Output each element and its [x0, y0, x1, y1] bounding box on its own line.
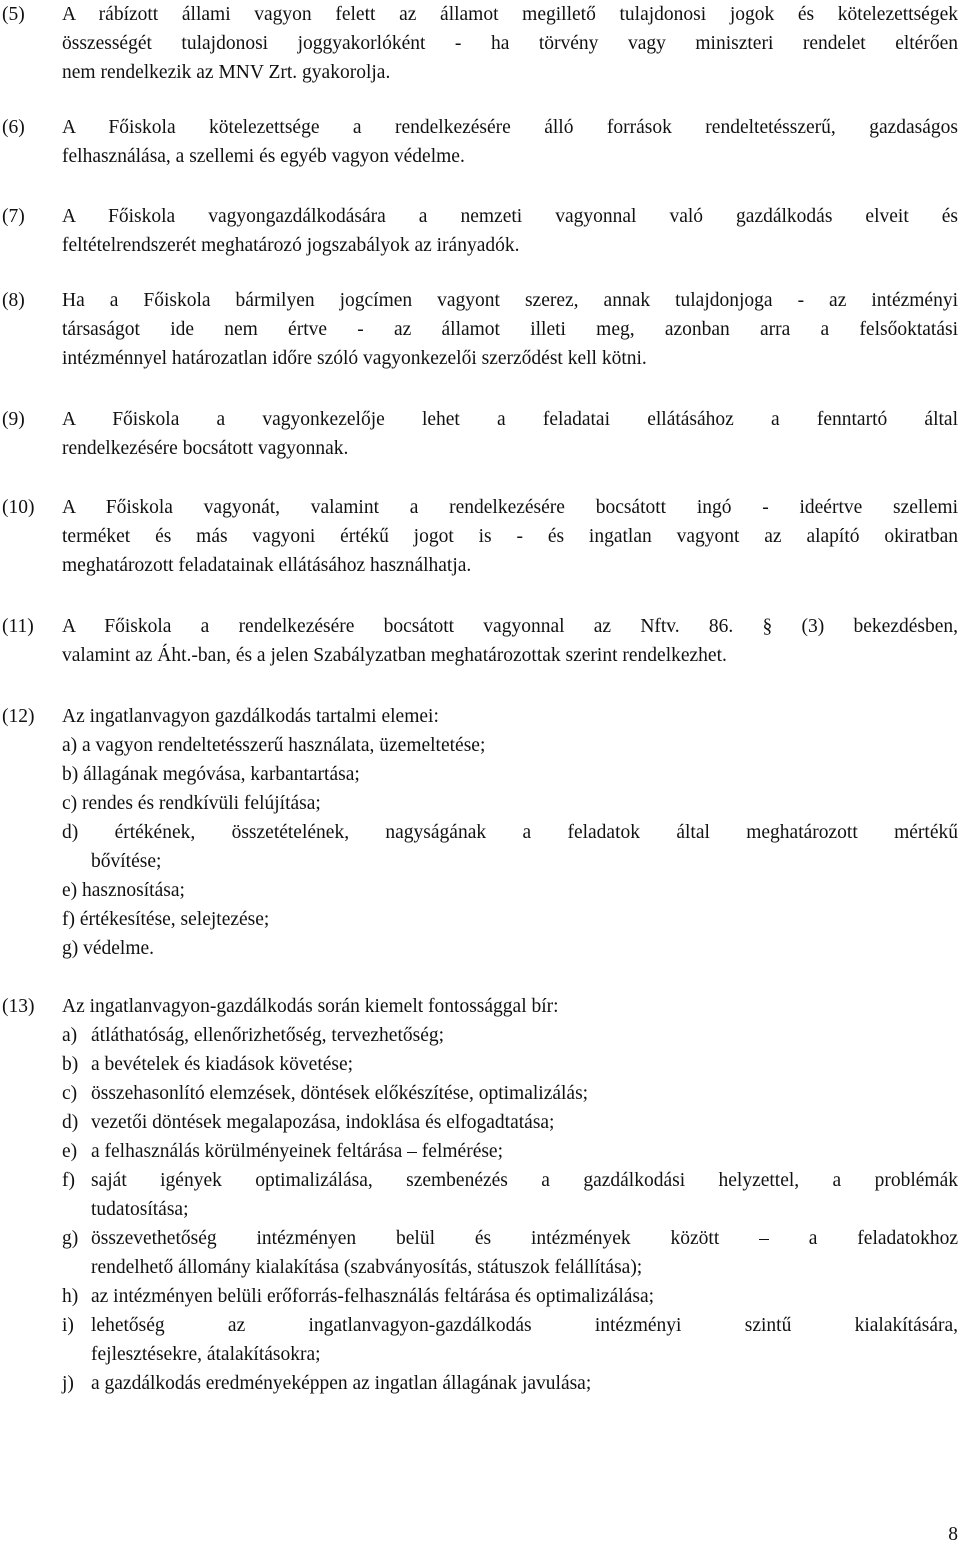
list-item-label: h) — [62, 1286, 79, 1307]
list-intro: Az ingatlanvagyon-gazdálkodás során kiemelt fontossággal bír: — [62, 996, 559, 1017]
list-item-label: i) — [62, 1315, 74, 1336]
page-number: 8 — [948, 1524, 958, 1545]
paragraph-number: (5) — [2, 4, 25, 25]
list-item-continuation: tudatosítása; — [91, 1199, 189, 1220]
paragraph-line: meghatározott feladatainak ellátásához használhatja. — [62, 555, 472, 576]
paragraph-number: (12) — [2, 706, 35, 727]
paragraph-line: nem rendelkezik az MNV Zrt. gyakorolja. — [62, 62, 391, 83]
list-item-label: e) — [62, 1141, 78, 1162]
list-item-continuation: rendelhető állomány kialakítása (szabványosítás, státuszok felállítása); — [91, 1257, 643, 1278]
list-item-label: j) — [62, 1373, 74, 1394]
list-item-label: g) — [62, 1228, 79, 1249]
list-item-label: b) — [62, 1054, 79, 1075]
paragraph-number: (9) — [2, 409, 25, 430]
list-item: e) hasznosítása; — [62, 880, 185, 901]
list-item-label: d) — [62, 1112, 79, 1133]
list-item-label: a) — [62, 1025, 78, 1046]
paragraph-number: (8) — [2, 290, 25, 311]
list-item: összehasonlító elemzések, döntések előkészítése, optimalizálás; — [91, 1083, 589, 1104]
list-intro: Az ingatlanvagyon gazdálkodás tartalmi elemei: — [62, 706, 439, 727]
list-item: a felhasználás körülményeinek feltárása – felmérése; — [91, 1141, 504, 1162]
paragraph-number: (13) — [2, 996, 35, 1017]
list-item-label: c) — [62, 1083, 78, 1104]
list-item: a bevételek és kiadások követése; — [91, 1054, 354, 1075]
list-item: f) értékesítése, selejtezése; — [62, 909, 270, 930]
paragraph-line: összességét tulajdonosi joggyakorlóként - ha törvény vagy miniszteri rendelet eltérően — [62, 33, 958, 54]
paragraph-line: A Főiskola a rendelkezésére bocsátott vagyonnal az Nftv. 86. § (3) bekezdésben, — [62, 616, 958, 637]
paragraph-line: rendelkezésére bocsátott vagyonnak. — [62, 438, 349, 459]
list-item: az intézményen belüli erőforrás-felhasználás feltárása és optimalizálása; — [91, 1286, 655, 1307]
paragraph-line: A rábízott állami vagyon felett az államot megillető tulajdonosi jogok és kötelezettségek — [62, 4, 958, 25]
list-item: vezetői döntések megalapozása, indoklása és elfogadtatása; — [91, 1112, 555, 1133]
paragraph-line: Ha a Főiskola bármilyen jogcímen vagyont szerez, annak tulajdonjoga - az intézményi — [62, 290, 958, 311]
paragraph-line: felhasználása, a szellemi és egyéb vagyon védelme. — [62, 146, 465, 167]
list-item: átláthatóság, ellenőrizhetőség, tervezhetőség; — [91, 1025, 445, 1046]
list-item: d) értékének, összetételének, nagyságának a feladatok által meghatározott mértékű — [62, 822, 958, 843]
paragraph-number: (10) — [2, 497, 35, 518]
list-item: a) a vagyon rendeltetésszerű használata, üzemeltetése; — [62, 735, 486, 756]
paragraph-line: terméket és más vagyoni értékű jogot is - és ingatlan vagyont az alapító okiratban — [62, 526, 958, 547]
paragraph-line: társaságot ide nem értve - az államot illeti meg, azonban arra a felsőoktatási — [62, 319, 958, 340]
paragraph-line: A Főiskola vagyonát, valamint a rendelkezésére bocsátott ingó - ideértve szellemi — [62, 497, 958, 518]
list-item: saját igények optimalizálása, szembenézés a gazdálkodási helyzettel, a problémák — [91, 1170, 958, 1191]
list-item-continuation: fejlesztésekre, átalakításokra; — [91, 1344, 321, 1365]
paragraph-line: A Főiskola kötelezettsége a rendelkezésére álló források rendeltetésszerű, gazdaságos — [62, 117, 958, 138]
paragraph-line: A Főiskola a vagyonkezelője lehet a feladatai ellátásához a fenntartó által — [62, 409, 958, 430]
list-item: összevethetőség intézményen belül és intézmények között – a feladatokhoz — [91, 1228, 958, 1249]
paragraph-number: (11) — [2, 616, 34, 637]
list-item: b) állagának megóvása, karbantartása; — [62, 764, 360, 785]
list-item: g) védelme. — [62, 938, 155, 959]
paragraph-number: (7) — [2, 206, 25, 227]
paragraph-line: valamint az Áht.-ban, és a jelen Szabályzatban meghatározottak szerint rendelkezhet. — [62, 645, 727, 666]
list-item: a gazdálkodás eredményeképpen az ingatlan állagának javulása; — [91, 1373, 592, 1394]
paragraph-line: A Főiskola vagyongazdálkodására a nemzeti vagyonnal való gazdálkodás elveit és — [62, 206, 958, 227]
list-item: lehetőség az ingatlanvagyon-gazdálkodás intézményi szintű kialakítására, — [91, 1315, 958, 1336]
list-item-label: f) — [62, 1170, 75, 1191]
paragraph-line: intézménnyel határozatlan időre szóló vagyonkezelői szerződést kell kötni. — [62, 348, 647, 369]
list-item: c) rendes és rendkívüli felújítása; — [62, 793, 321, 814]
list-item-continuation: bővítése; — [91, 851, 162, 872]
paragraph-line: feltételrendszerét meghatározó jogszabályok az irányadók. — [62, 235, 520, 256]
paragraph-number: (6) — [2, 117, 25, 138]
